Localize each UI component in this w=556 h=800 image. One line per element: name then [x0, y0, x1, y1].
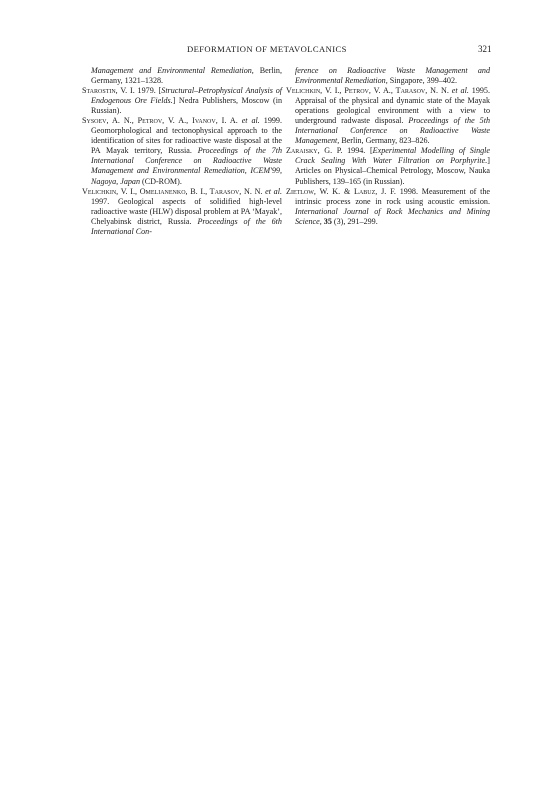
reference-details: ] Articles on Physical–Chemical Petrology, Moscow, Nauka Publishers, 139–165 (in Russian).: [295, 156, 490, 186]
running-title: DEFORMATION OF METAVOLCANICS: [187, 44, 347, 54]
reference-title: 1999. Geomorphological and tectonophysical approach to the identification of sites for radioactive waste disposal at the PA Mayak territory, Russia.: [91, 116, 282, 156]
reference-details: (3), 291–299.: [333, 216, 378, 226]
reference-details: ] Nedra Publishers, Moscow (in Russian).: [91, 96, 282, 116]
reference-entry: [82, 116, 282, 186]
reference-entry: [82, 86, 282, 116]
reference-entry: [286, 66, 490, 86]
reference-title: Experimental Modelling of Single Crack Sealing With Water Filtration on Porphyrite.: [295, 146, 490, 166]
reference-entry: [82, 187, 282, 237]
reference-proceedings: Proceedings of the 6th International Con-: [91, 216, 282, 236]
reference-details: Berlin, Germany, 1321–1328.: [91, 66, 282, 86]
reference-authors: Velichkin, V. I., Omelianenko, B. I., Tarasov, N. N.: [82, 186, 263, 196]
reference-authors: Zaraisky, G. P.: [286, 146, 343, 156]
reference-proceedings: ference on Radioactive Waste Management and Environmental Remediation,: [295, 66, 490, 86]
reference-journal: International Journal of Rock Mechanics and Mining Science,: [295, 206, 490, 226]
page-header: [0, 44, 556, 58]
reference-proceedings: Proceedings of the 5th International Conference on Radioactive Waste Management,: [295, 116, 490, 146]
reference-year: 1994. [: [347, 146, 373, 156]
reference-details: Singapore, 399–402.: [389, 76, 458, 86]
reference-authors: Zietlow, W. K. & Labuz, J. F.: [286, 186, 396, 196]
reference-title: 1997. Geological aspects of solidified high-level radioactive waste (HLW) disposal problem at PA ‘Mayak’, Chelyabinsk district, Russia.: [91, 196, 282, 226]
reference-entry: [286, 86, 490, 146]
reference-title: 1998. Measurement of the intrinsic process zone in rock using acoustic emission.: [295, 186, 490, 206]
page-number: 321: [478, 44, 492, 54]
reference-entry: [286, 187, 490, 227]
reference-volume: 35: [323, 216, 332, 226]
reference-et-al: et al.: [265, 186, 282, 196]
reference-et-al: et al.: [451, 86, 469, 96]
references-left-column: [82, 66, 282, 237]
reference-authors: Starostin, V. I.: [82, 86, 135, 96]
reference-year: 1979. [: [137, 86, 162, 96]
reference-title: Structural–Petrophysical Analysis of Endogenous Ore Fields.: [91, 86, 282, 106]
reference-proceedings: Management and Environmental Remediation,: [91, 66, 254, 75]
reference-entry: [82, 66, 282, 86]
reference-details: (CD-ROM).: [142, 176, 182, 186]
reference-authors: Sysoev, A. N., Petrov, V. A., Ivanov, I. A.: [82, 116, 238, 126]
reference-et-al: et al.: [241, 116, 260, 126]
references-right-column: [286, 66, 490, 227]
reference-details: Berlin, Germany, 823–826.: [341, 136, 430, 146]
reference-proceedings: Proceedings of the 7th International Conference on Radioactive Waste Management and Environmental Remediation, ICEM'99, Nagoya, Japan: [91, 146, 283, 186]
reference-authors: Velichkin, V. I., Petrov, V. A., Tarasov, N. N.: [286, 86, 449, 96]
reference-entry: [286, 146, 490, 186]
reference-title: 1995. Appraisal of the physical and dynamic state of the Mayak operations geological environment with a view to underground radwaste disposal.: [295, 86, 490, 126]
